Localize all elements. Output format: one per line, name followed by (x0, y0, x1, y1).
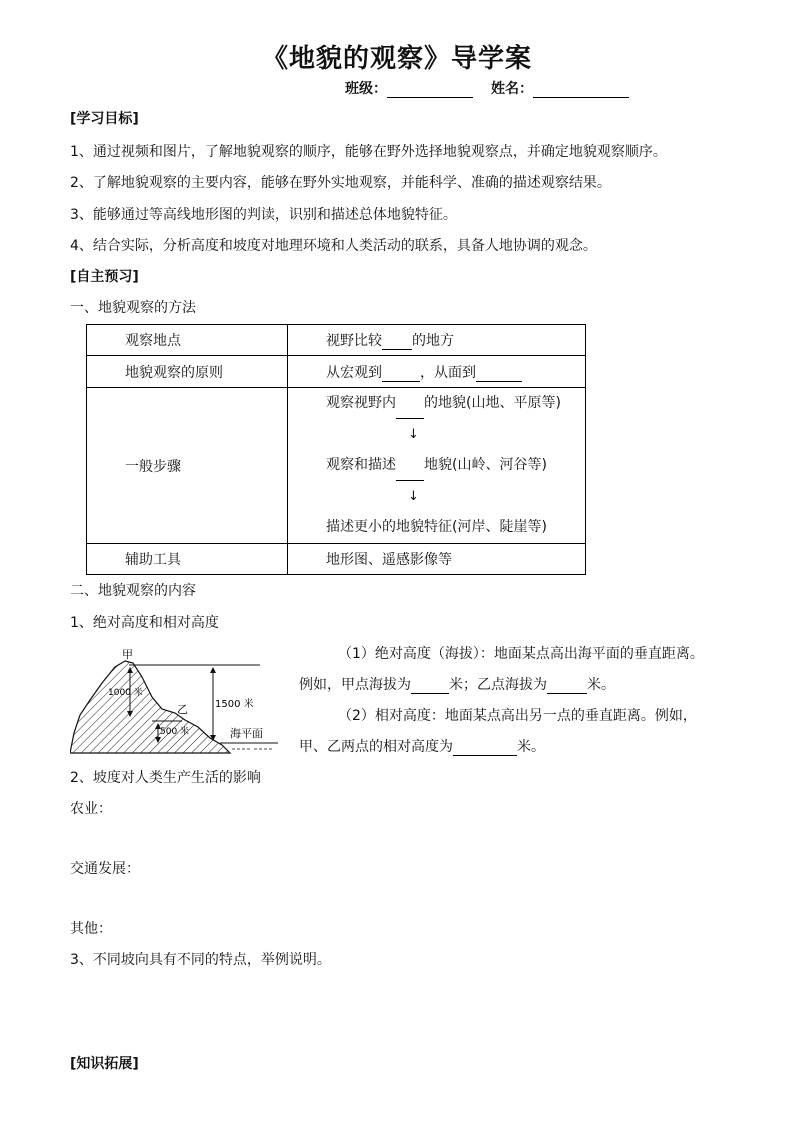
label-yi: 乙 (177, 703, 188, 716)
answer-blank[interactable] (396, 466, 424, 481)
method-table (86, 324, 586, 575)
table-row (87, 325, 586, 356)
answer-blank[interactable] (382, 335, 412, 350)
step-1: 观察视野内 的地貌(山地、平原等) (326, 388, 585, 419)
cell-text: 从宏观到 (326, 364, 382, 381)
label-sea: 海平面 (230, 727, 263, 740)
label-jia: 甲 (122, 648, 133, 661)
rel-height-def: （2）相对高度：地面某点高出另一点的垂直距离。例如， (338, 708, 697, 724)
table-row (87, 544, 586, 575)
abs-height-def: （1）绝对高度（海拔）：地面某点高出海平面的垂直距离。 (338, 646, 704, 662)
answer-blank[interactable] (547, 679, 587, 694)
part2-title: 二、地貌观察的内容 (70, 583, 196, 599)
row-label: 地貌观察的原则 (87, 356, 288, 388)
row-label: 观察地点 (87, 325, 288, 356)
answer-blank[interactable] (453, 741, 517, 756)
part1-title: 一、地貌观察的方法 (70, 300, 196, 316)
label-500: 500 米 (160, 727, 190, 737)
other-label: 其他： (70, 921, 112, 937)
mountain-shape (70, 661, 230, 753)
label-1500: 1500 米 (215, 699, 254, 710)
steps-cell (288, 388, 586, 544)
answer-blank[interactable] (411, 679, 449, 694)
step-3: 描述更小的地貌特征(河岸、陡崖等) (326, 519, 547, 535)
cell-text: 视野比较 (326, 333, 382, 349)
step-2: 观察和描述 地貌(山岭、河谷等) (326, 450, 585, 481)
class-label: 班级： (345, 81, 387, 97)
altitude-diagram (70, 645, 278, 760)
answer-blank[interactable] (476, 367, 522, 382)
table-row (87, 388, 586, 544)
objective-item: 4、结合实际，分析高度和坡度对地理环境和人类活动的联系，具备人地协调的观念。 (70, 238, 597, 254)
class-name-line (345, 78, 629, 98)
abs-height-example: 例如，甲点海拔为 米；乙点海拔为 米。 (299, 677, 615, 693)
item2-title: 2、坡度对人类生产生活的影响 (70, 770, 261, 786)
objective-item: 2、了解地貌观察的主要内容，能够在野外实地观察，并能科学、准确的描述观察结果。 (70, 175, 611, 191)
row-value (288, 325, 586, 356)
item3-title: 3、不同坡向具有不同的特点，举例说明。 (70, 952, 331, 968)
objective-item: 1、通过视频和图片，了解地貌观察的顺序，能够在野外选择地貌观察点，并确定地貌观察顺序。 (70, 144, 667, 160)
cell-text: ，从面到 (420, 364, 476, 381)
row-value: 地形图、遥感影像等 (288, 544, 586, 575)
extension-heading: [知识拓展] (70, 1056, 139, 1072)
answer-blank[interactable] (396, 404, 424, 419)
class-blank[interactable] (387, 83, 473, 98)
name-label: 姓名： (491, 81, 533, 97)
down-arrow-icon: ↓ (408, 489, 419, 504)
item1-title: 1、绝对高度和相对高度 (70, 615, 219, 631)
table-row (87, 356, 586, 388)
objective-item: 3、能够通过等高线地形图的判读，识别和描述总体地貌特征。 (70, 207, 457, 223)
traffic-label: 交通发展： (70, 861, 140, 877)
agriculture-label: 农业： (70, 801, 112, 817)
row-label: 一般步骤 (87, 388, 288, 544)
objectives-heading: [学习目标] (70, 111, 139, 127)
page-title: 《地貌的观察》导学案 (261, 44, 532, 74)
rel-height-example: 甲、乙两点的相对高度为 米。 (299, 739, 545, 755)
answer-blank[interactable] (382, 367, 420, 382)
cell-text: 的地方 (412, 333, 454, 349)
preview-heading: [自主预习] (70, 269, 139, 285)
name-blank[interactable] (533, 83, 629, 98)
row-label: 辅助工具 (87, 544, 288, 575)
label-1000: 1000 米 (108, 688, 143, 698)
row-value (288, 356, 586, 388)
down-arrow-icon: ↓ (408, 427, 419, 442)
